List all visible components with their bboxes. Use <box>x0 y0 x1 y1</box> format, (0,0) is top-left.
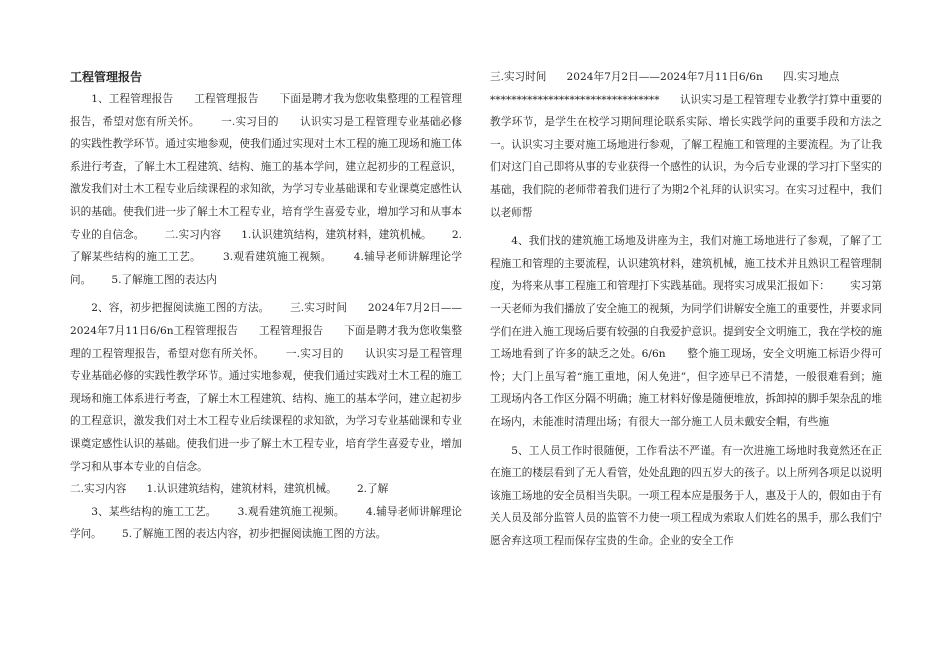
paragraph-right-4: 5、工人员工作时很随便，工作看法不严谨。有一次进施工场地时我竟然还在正在施工的楼层看到了无人看管，处处乱跑的四五岁大的孩子。以上所列各项足以说明该施工场地的安全员相当失职。一项工程本应是服务于人，惠及于人的，假如由于有关人员及部分监管人员的监管不力使一项工程成为索取人们姓名的黑手，那么我们宁愿舍弃这项工程而保存宝贵的生命。企业的安全工作 <box>490 444 882 547</box>
document-title: 工程管理报告 <box>70 70 143 84</box>
paragraph-left-1: 1、工程管理报告 工程管理报告 下面是聘才我为您收集整理的工程管理报告，希望对您有所关怀。 一.实习目的 认识实习是工程管理专业基础必修的实践性教学环节。通过实地参观，使我们通过实现对土木工程的施工现场和施工体系进行考查，了解土木工程建筑、结构、施工的基本学问，建立起初步的工程意识，激发我们对土木工程专业后续课程的求知欲，为学习专业基础课和专业课奠定感性认识的基础。使我们进一步了解土木工程专业，培育学生喜爱专业，增加学习和从事本专业的自信念。 二.实习内容 1.认识建筑结构，建筑材料，建筑机械。 2.了解某些结构的施工工艺。 3.观看建筑施工视频。 4.辅导老师讲解理论学问。 5.了解施工图的表达内 <box>70 93 462 286</box>
paragraph-left-3: 二.实习内容 1.认识建筑结构，建筑材料，建筑机械。 2.了解 <box>70 483 389 496</box>
paragraph-left-4: 3、某些结构的施工工艺。 3.观看建筑施工视频。 4.辅导老师讲解理论学问。 5.了解施工图的表达内容，初步把握阅读施工图的方法。 <box>70 505 462 541</box>
paragraph-right-2: ******************************** 认识实习是工程管理专业教学打算中重要的教学环节，是学生在校学习期间理论联系实际、增长实践学问的重要手段和方法之一。认识实习主要对施工场地进行参观，了解工程施工和管理的主要流程。为了让我们对这门自己即将从事的专业获得一个感性的认识，为今后专业课的学习打下坚实的基础，我们院的老师带着我们进行了为期2个礼拜的认识实习。在实习过程中，我们以老师帮 <box>490 93 882 219</box>
paragraph-left-2: 2、容，初步把握阅读施工图的方法。 三.实习时间 2024年7月2日——2024年7月11日6/6n工程管理报告 工程管理报告 下面是聘才我为您收集整理的工程管理报告，希望对您有所关怀。 一.实习目的 认识实习是工程管理专业基础必修的实践性教学环节。通过实地参观，使我们通过实践对土木工程的施工现场和施工体系进行考查，了解土木工程建筑、结构、施工的基本学问，建立起初步的工程意识，激发我们对土木工程专业后续课程的求知欲，为学习专业基础课和专业课奠定感性认识的基础。使我们进一步了解土木工程专业，培育学生喜爱专业，增加学习和从事本专业的自信念。 <box>70 302 462 473</box>
right-column <box>490 66 882 552</box>
paragraph-right-3: 4、我们找的建筑施工场地及讲座为主，我们对施工场地进行了参观，了解了工程施工和管理的主要流程，认识建筑材料，建筑机械，施工技术并且熟识工程管理制度，为将来从事工程施工和管理打下实践基础。现将实习成果汇报如下： 实习第一天老师为我们播放了安全施工的视频，为同学们讲解安全施工的重要性，并要求同学们在进入施工现场后要有较强的自我爱护意识。提到安全文明施工，我在学校的施工场地看到了许多的缺乏之处。6/6n 整个施工现场，安全文明施工标语少得可怜；大门上虽写着“施工重地，闲人免进”，但字迹早已不清楚，一般很难看到；施工现场内各工作区分隔不明确；施工材料好像是随便堆放，拆卸掉的脚手架杂乱的堆在场内，未能准时清理出场；有很大一部分施工人员未戴安全帽，有些施 <box>490 235 882 428</box>
left-column <box>70 66 462 546</box>
paragraph-right-1: 三.实习时间 2024年7月2日——2024年7月11日6/6n 四.实习地点 <box>490 71 840 83</box>
